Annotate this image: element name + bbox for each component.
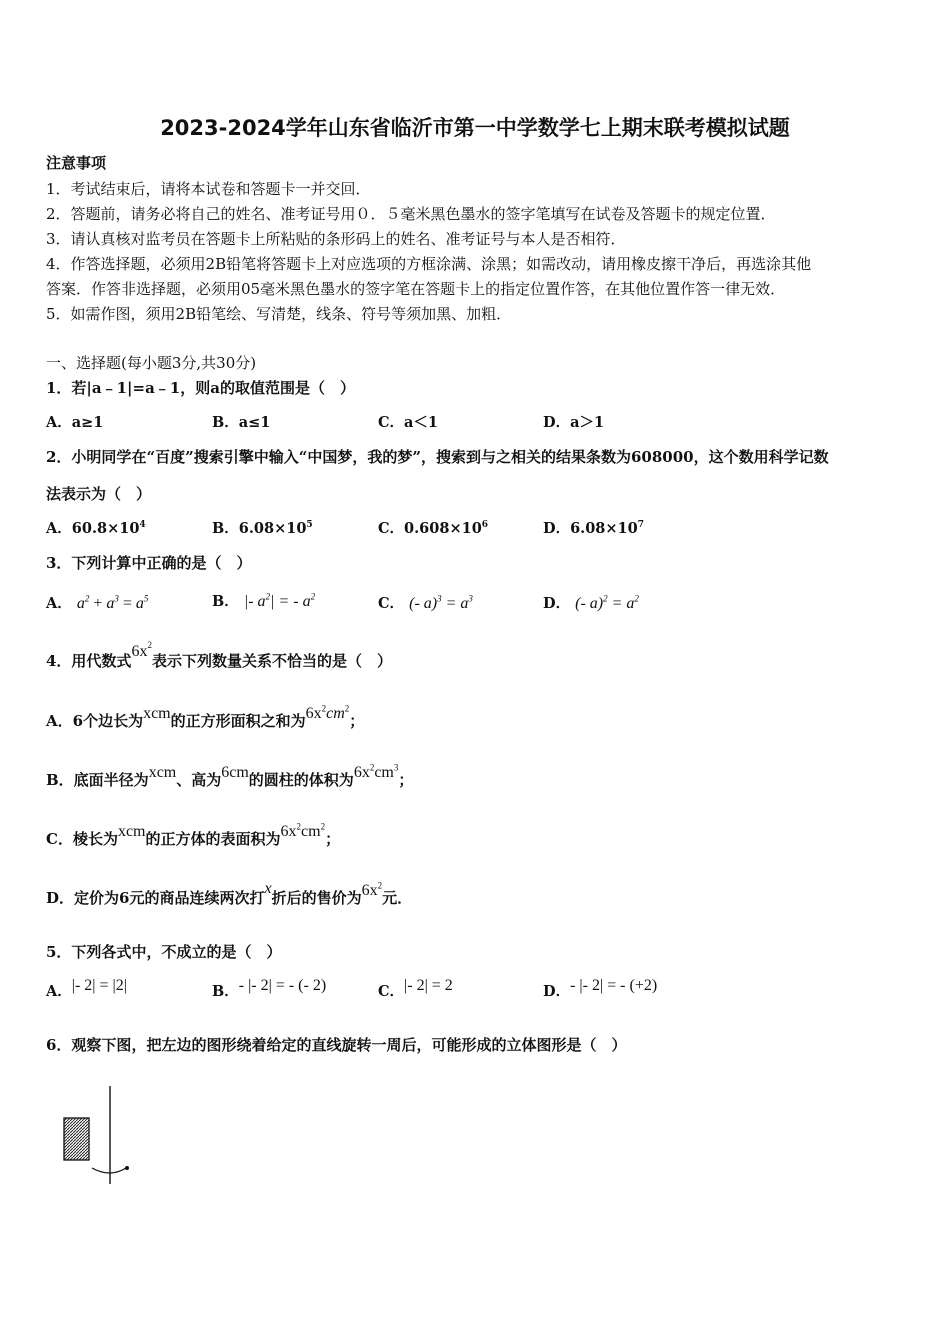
q1-option-c: C．a＜1 [378, 414, 439, 431]
hatched-rectangle [64, 1118, 89, 1160]
q1-option-b: B．a≤1 [212, 414, 271, 431]
q3-option-d: D． (- $a)^2 = a^2$ [543, 593, 639, 612]
q1-stem: 1．若|a﹣1|=a﹣1，则a的取值范围是（ ） [46, 379, 355, 397]
q4-option-b: B．底面半径为xcm、高为6cm的圆柱的体积为$6x^2cm^3$； [46, 762, 414, 789]
q4-option-a: A．6个边长为xcm的正方形面积之和为$6x^2cm^2$； [46, 703, 365, 730]
page-title: 2023-2024学年山东省临沂市第一中学数学七上期末联考模拟试题 [160, 116, 790, 140]
notice-line-5: 答案．作答非选择题，必须用05毫米黑色墨水的签字笔在答题卡上的指定位置作答，在其他位置作答一律无效． [46, 280, 786, 298]
notice-line-1: 1．考试结束后，请将本试卷和答题卡一并交回． [46, 180, 371, 198]
q3-option-b: B． |- $a^2|$ = - $a^2$ [212, 591, 316, 610]
rotation-figure [52, 1082, 152, 1196]
q2-option-a: A．$60.8\times 10^4$ [46, 520, 146, 537]
q1-option-d: D．a＞1 [543, 414, 605, 431]
q5-option-c: C．|- 2| = 2 [378, 977, 453, 1000]
q4-option-d: D．定价为6元的商品连续两次打x折后的售价为$6x^2$元． [46, 880, 413, 907]
q5-option-d: D．- |- 2| = - (+2) [543, 977, 658, 1000]
notice-line-2: 2．答题前，请务必将自己的姓名、准考证号用０．５毫米黑色墨水的签字笔填写在试卷及答题卡的规定位置． [46, 205, 776, 223]
q4-stem: 4．用代数式$6x^2$表示下列数量关系不恰当的是（ ） [46, 640, 392, 670]
q2-option-c: C．$0.608\times 10^6$ [378, 520, 489, 537]
q6-stem: 6．观察下图，把左边的图形绕着给定的直线旋转一周后，可能形成的立体图形是（ ） [46, 1036, 627, 1054]
q5-stem: 5．下列各式中，不成立的是（ ） [46, 943, 282, 961]
q2-stem-line1: 2．小明同学在“百度”搜索引擎中输入“中国梦，我的梦”，搜索到与之相关的结果条数为608000，这个数用科学记数 [46, 448, 829, 466]
section-heading: 一、选择题(每小题3分,共30分) [46, 354, 257, 372]
q2-option-d: D．$6.08\times 10^7$ [543, 520, 644, 537]
notice-heading: 注意事项 [46, 154, 107, 172]
q4-option-c: C．棱长为xcm的正方体的表面积为$6x^2cm^2$； [46, 821, 341, 848]
q5-option-b: B．- |- 2| = - (- 2) [212, 977, 327, 1000]
q3-option-c: C． (- $a)^3 = a^3$ [378, 593, 473, 612]
q3-stem: 3．下列计算中正确的是（ ） [46, 554, 252, 572]
q2-stem-line2: 法表示为（ ） [46, 485, 152, 503]
notice-line-6: 5．如需作图，须用2B铅笔绘、写清楚，线条、符号等须加黑、加粗． [46, 305, 512, 323]
q2-option-b: B．$6.08\times 10^5$ [212, 520, 313, 537]
rotation-arrow [92, 1168, 126, 1173]
q1-option-a: A．a≥1 [46, 414, 104, 431]
notice-line-3: 3．请认真核对监考员在答题卡上所粘贴的条形码上的姓名、准考证号与本人是否相符． [46, 230, 626, 248]
q5-option-a: A．|- 2| = |2| [46, 977, 127, 1000]
q3-option-a: A． $a^2 + a^3 = a^5$ [46, 593, 149, 612]
notice-line-4: 4．作答选择题，必须用2B铅笔将答题卡上对应选项的方框涂满、涂黑；如需改动，请用橡皮擦干净后，再选涂其他 [46, 255, 812, 273]
